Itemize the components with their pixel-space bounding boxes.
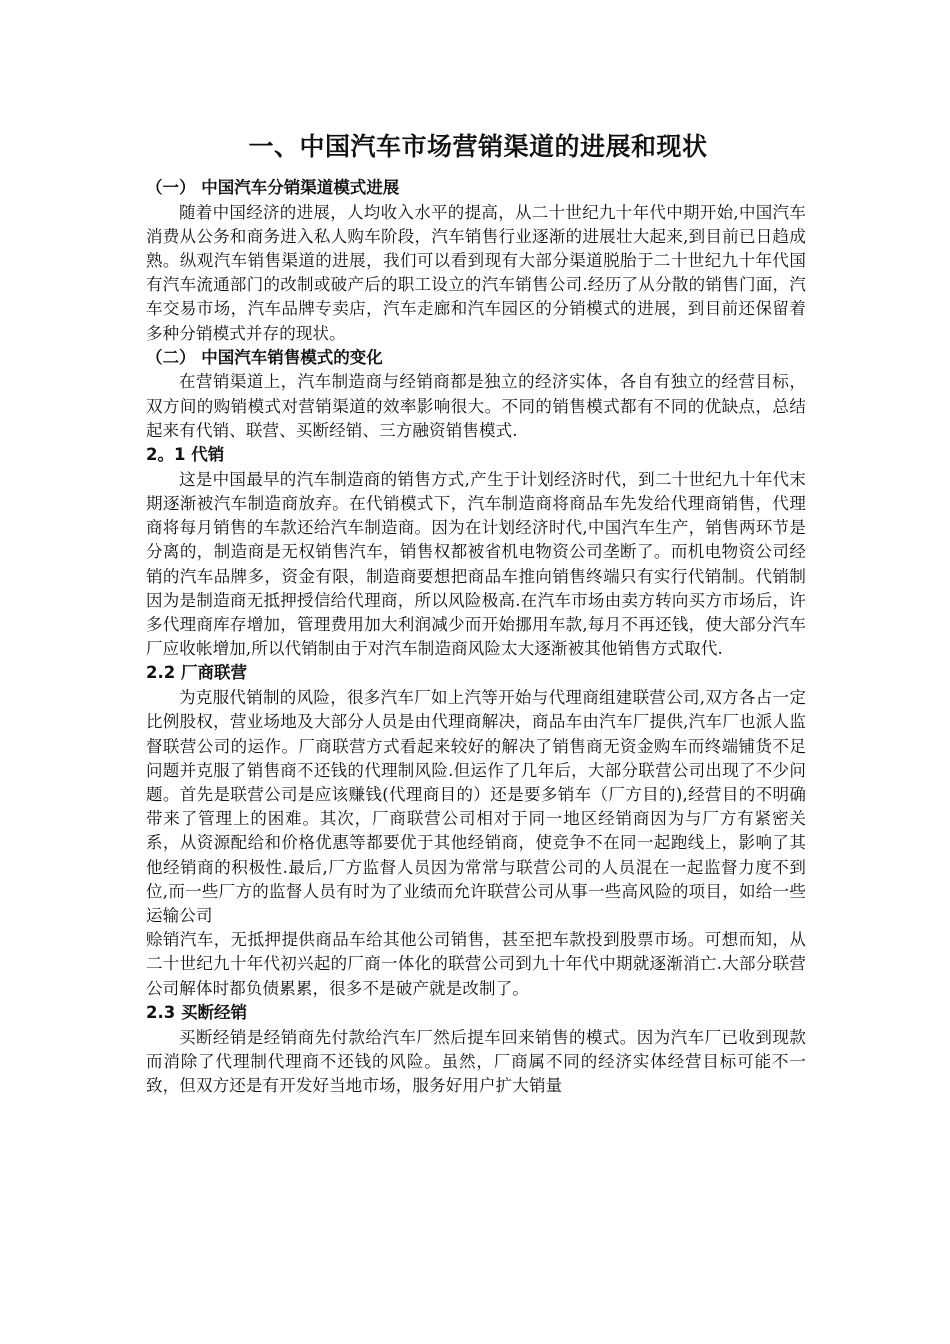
paragraph: 买断经销是经销商先付款给汽车厂然后提车回来销售的模式。因为汽车厂已收到现款而消除了代理制代理商不还钱的风险。虽然，厂商属不同的经济实体经营目标可能不一致，但双方还是有开发好当地市场，服务好用户扩大销量 (146, 1027, 806, 1095)
subsection-heading-2-2: 2.2 厂商联营 (146, 663, 247, 683)
document-page (146, 130, 806, 1098)
subsection-heading-2-1: 2。1 代销 (146, 445, 225, 465)
paragraph: 为克服代销制的风险，很多汽车厂如上汽等开始与代理商组建联营公司,双方各占一定比例股权，营业场地及大部分人员是由代理商解决，商品车由汽车厂提供,汽车厂也派人监督联营公司的运作。厂商联营方式看起来较好的解决了销售商无资金购车而终端铺货不足问题并克服了销售商不还钱的代理制风险.但运作了几年后，大部分联营公司出现了不少问题。首先是联营公司是应该赚钱(代理商目的）还是要多销车（厂方目的),经营目的不明确带来了管理上的困难。其次，厂商联营公司相对于同一地区经销商因为与厂方有紧密关系，从资源配给和价格优惠等都要优于其他经销商，使竞争不在同一起跑线上，影响了其他经销商的积极性.最后,厂方监督人员因为常常与联营公司的人员混在一起监督力度不到位,而一些厂方的监督人员有时为了业绩而允许联营公司从事一些高风险的项目，如给一些运输公司 (146, 688, 806, 926)
paragraph: 这是中国最早的汽车制造商的销售方式,产生于计划经济时代，到二十世纪九十年代末期逐渐被汽车制造商放弃。在代销模式下，汽车制造商将商品车先发给代理商销售，代理商将每月销售的车款还给汽车制造商。因为在计划经济时代,中国汽车生产，销售两环节是分离的，制造商是无权销售汽车，销售权都被省机电物资公司垄断了。而机电物资公司经销的汽车品牌多，资金有限，制造商要想把商品车推向销售终端只有实行代销制。代销制因为是制造商无抵押授信给代理商，所以风险极高.在汽车市场由卖方转向买方市场后，许多代理商库存增加，管理费用加大利润减少而开始挪用车款,每月不再还钱，使大部分汽车厂应收帐增加,所以代销制由于对汽车制造商风险太大逐渐被其他销售方式取代. (146, 469, 806, 659)
section-heading-2: （二） 中国汽车销售模式的变化 (146, 347, 383, 367)
subsection-heading-2-3: 2.3 买断经销 (146, 1002, 247, 1022)
paragraph: 随着中国经济的进展，人均收入水平的提高，从二十世纪九十年代中期开始,中国汽车消费从公务和商务进入私人购车阶段，汽车销售行业逐渐的进展壮大起来,到目前已日趋成熟。纵观汽车销售渠道的进展，我们可以看到现有大部分渠道脱胎于二十世纪九十年代国有汽车流通部门的改制或破产后的职工设立的汽车销售公司.经历了从分散的销售门面，汽车交易市场，汽车品牌专卖店，汽车走廊和汽车园区的分销模式的进展，到目前还保留着多种分销模式并存的现状。 (146, 202, 806, 343)
paragraph-continuation: 赊销汽车，无抵押提供商品车给其他公司销售，甚至把车款投到股票市场。可想而知，从二十世纪九十年代初兴起的厂商一体化的联营公司到九十年代中期就逐渐消亡.大部分联营公司解体时都负债累累，很多不是破产就是改制了。 (146, 930, 806, 998)
document-title: 一、中国汽车市场营销渠道的进展和现状 (248, 132, 708, 161)
section-heading-1: （一） 中国汽车分销渠道模式进展 (146, 177, 400, 197)
paragraph: 在营销渠道上，汽车制造商与经销商都是独立的经济实体，各自有独立的经营目标，双方间的购销模式对营销渠道的效率影响很大。不同的销售模式都有不同的优缺点，总结起来有代销、联营、买断经销、三方融资销售模式. (146, 372, 806, 440)
